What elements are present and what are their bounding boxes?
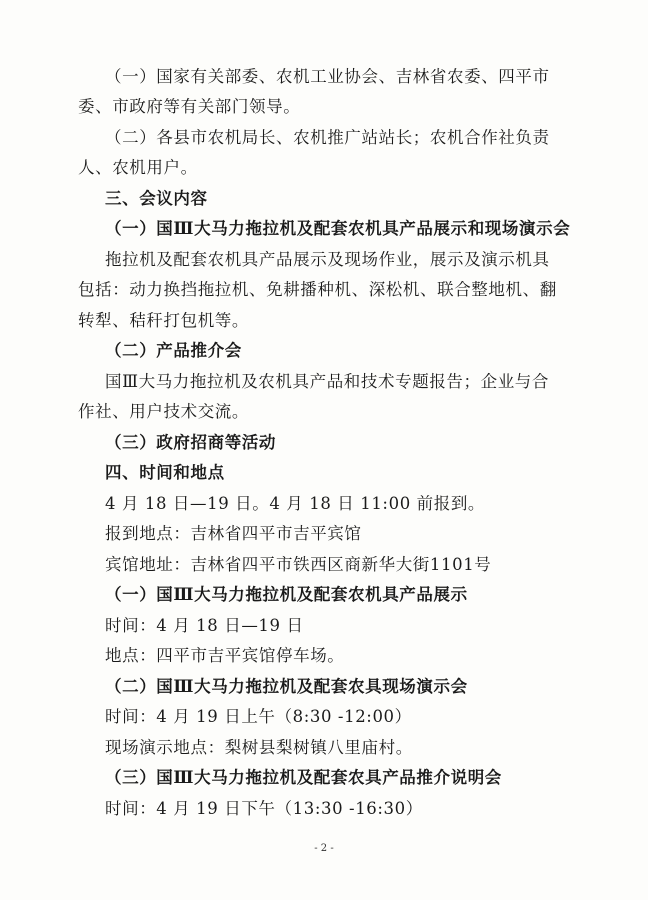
text-line-23: 现场演示地点：梨树县梨树镇八里庙村。 xyxy=(105,738,413,757)
subsection-heading-4-1: （一）国Ⅲ大马力拖拉机及配套农机具产品展示 xyxy=(105,585,468,604)
page-number: - 2 - xyxy=(314,843,334,854)
subsection-heading-3-1: （一）国Ⅲ大马力拖拉机及配套农机具产品展示和现场演示会 xyxy=(105,219,571,238)
text-line-9: 转犁、秸秆打包机等。 xyxy=(78,311,249,330)
text-line-22: 时间：4 月 19 日上午（8:30 -12:00） xyxy=(105,707,412,726)
text-line-20: 地点：四平市吉平宾馆停车场。 xyxy=(105,646,345,665)
subsection-heading-4-2: （二）国Ⅲ大马力拖拉机及配套农具现场演示会 xyxy=(105,677,468,696)
text-line-19: 时间：4 月 18 日—19 日 xyxy=(105,616,304,635)
text-line-17: 宾馆地址：吉林省四平市铁西区商新华大街1101号 xyxy=(105,555,492,574)
subsection-heading-4-3: （三）国Ⅲ大马力拖拉机及配套农具产品推介说明会 xyxy=(105,768,502,787)
text-line-25: 时间：4 月 19 日下午（13:30 -16:30） xyxy=(105,799,423,818)
subsection-heading-3-2: （二）产品推介会 xyxy=(105,341,242,360)
text-line-16: 报到地点：吉林省四平市吉平宾馆 xyxy=(105,524,362,543)
section-heading-4: 四、时间和地点 xyxy=(105,463,225,482)
text-line-2: 委、市政府等有关部门领导。 xyxy=(78,97,301,116)
text-line-3: （二）各县市农机局长、农机推广站站长；农机合作社负责 xyxy=(105,128,550,147)
text-line-12: 作社、用户技术交流。 xyxy=(78,402,249,421)
text-line-7: 拖拉机及配套农机具产品展示及现场作业，展示及演示机具 xyxy=(105,250,550,269)
text-line-1: （一）国家有关部委、农机工业协会、吉林省农委、四平市 xyxy=(105,67,550,86)
text-line-15: 4 月 18 日—19 日。4 月 18 日 11:00 前报到。 xyxy=(105,494,486,513)
text-line-8: 包括：动力换挡拖拉机、免耕播种机、深松机、联合整地机、翻 xyxy=(78,280,557,299)
subsection-heading-3-3: （三）政府招商等活动 xyxy=(105,433,276,452)
section-heading-3: 三、会议内容 xyxy=(105,189,208,208)
text-line-11: 国Ⅲ大马力拖拉机及农机具产品和技术专题报告；企业与合 xyxy=(105,372,550,391)
text-line-4: 人、农机用户。 xyxy=(78,158,198,177)
